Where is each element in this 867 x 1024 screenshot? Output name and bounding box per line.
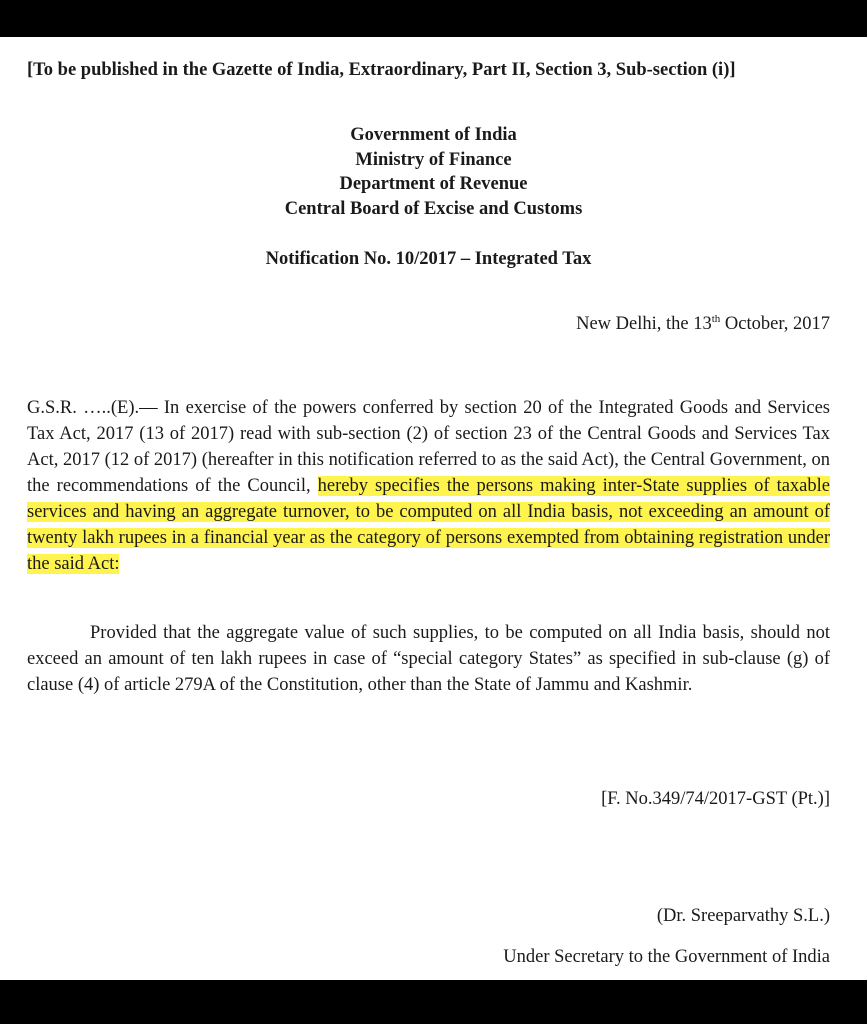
main-paragraph-text: G.S.R. …..(E).— In exercise of the powers conferred by section 20 of the Integrated Goods and Services Tax Act, 2017 (13 of 2017) read with sub-section (2) of section 23 of the Central Goods and Services Tax Act, 2017 (12 of 2017) (hereafter in this notification referred to as the said Act), the Central Government, on the recommendations of the Council, xyxy=(27,398,830,496)
dateline xyxy=(576,311,830,337)
dateline-rest: October, 2017 xyxy=(720,314,830,334)
issuing-authority-header xyxy=(0,123,867,221)
highlighted-text: hereby specifies the persons making inter-State supplies of taxable services and having an aggregate turnover, to be computed on all India basis, not exceeding an amount of twenty lakh rupees in a financial year as the category of persons exempted from obtaining registration under the said Act: xyxy=(27,476,830,574)
header-department: Department of Revenue xyxy=(339,174,528,194)
file-reference: [F. No.349/74/2017-GST (Pt.)] xyxy=(601,789,830,809)
signatory-designation: Under Secretary to the Government of India xyxy=(503,947,830,967)
bottom-black-border xyxy=(0,980,867,1024)
header-ministry: Ministry of Finance xyxy=(355,149,512,170)
publication-note: [To be published in the Gazette of India, Extraordinary, Part II, Section 3, Sub-section (i)] xyxy=(27,60,736,80)
dateline-ordinal: th xyxy=(711,313,721,325)
notification-title: Notification No. 10/2017 – Integrated Tax xyxy=(265,249,592,269)
signatory-name: (Dr. Sreeparvathy S.L.) xyxy=(656,906,830,926)
header-government: Government of India xyxy=(350,125,517,145)
header-board: Central Board of Excise and Customs xyxy=(284,198,583,219)
proviso-paragraph: Provided that the aggregate value of such supplies, to be computed on all India basis, should not exceed an amount of ten lakh rupees in case of “special category States” as specified in sub-clause (g) of clause (4) of article 279A of the Constitution, other than the State of Jammu and Kashmir. xyxy=(27,623,830,695)
main-paragraph xyxy=(27,395,830,577)
gazette-document xyxy=(0,37,867,980)
dateline-prefix: New Delhi, the 13 xyxy=(576,314,712,334)
top-black-border xyxy=(0,0,867,37)
